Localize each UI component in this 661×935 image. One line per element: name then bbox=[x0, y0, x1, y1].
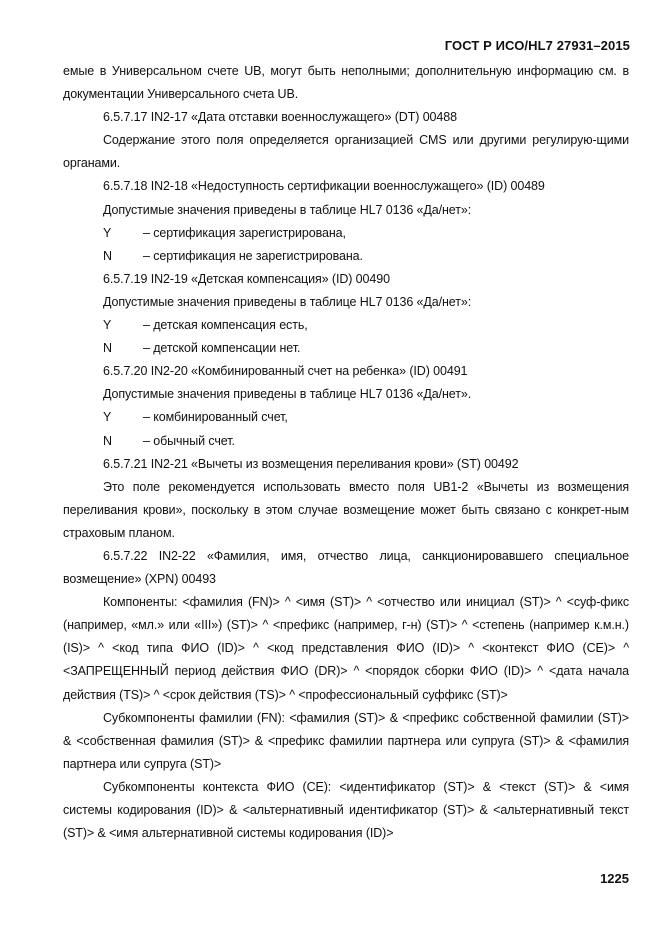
list-item bbox=[63, 337, 629, 360]
section-heading-6-5-7-21: 6.5.7.21 IN2-21 «Вычеты из возмещения переливания крови» (ST) 00492 bbox=[103, 456, 519, 471]
list-item-key: Y bbox=[103, 225, 112, 240]
list-item-text: – детской компенсации нет. bbox=[143, 341, 301, 356]
paragraph-in2-18: Допустимые значения приведены в таблице HL7 0136 «Да/нет»: bbox=[103, 202, 472, 217]
paragraph-fn-subcomponents: Субкомпоненты фамилии (FN): <фамилия (ST)> & <префикс собственной фамилии (ST)> & <собственная фамилия (ST)> & <префикс фамилии партнера или супруга (ST)> & <фамилия партнера или супруга (ST)> bbox=[63, 710, 629, 771]
list-item-key: N bbox=[103, 248, 112, 263]
list-item-text: – сертификация не зарегистрирована. bbox=[143, 248, 363, 263]
list-item bbox=[63, 430, 629, 453]
document-header: ГОСТ Р ИСО/HL7 27931–2015 bbox=[444, 38, 630, 53]
paragraph-in2-20: Допустимые значения приведены в таблице HL7 0136 «Да/нет». bbox=[103, 387, 472, 402]
list-item-text: – сертификация зарегистрирована, bbox=[143, 225, 346, 240]
list-item-key: Y bbox=[103, 318, 112, 333]
list-item-text: – комбинированный счет, bbox=[143, 410, 288, 425]
list-item-key: Y bbox=[103, 410, 112, 425]
paragraph-ce-subcomponents: Субкомпоненты контекста ФИО (CE): <идентификатор (ST)> & <текст (ST)> & <имя системы кодирования (ID)> & <альтернативный идентификатор (ST)> & <альтернативный текст (ST)> & <имя альтернативной системы кодирования (ID)> bbox=[63, 779, 629, 841]
paragraph-in2-17: Содержание этого поля определяется организацией CMS или другими регулирую-щими органами. bbox=[63, 133, 629, 171]
section-heading-6-5-7-20: 6.5.7.20 IN2-20 «Комбинированный счет на ребенка» (ID) 00491 bbox=[103, 364, 468, 379]
document-body bbox=[63, 60, 629, 845]
paragraph-in2-19: Допустимые значения приведены в таблице HL7 0136 «Да/нет»: bbox=[103, 294, 472, 309]
list-item-text: – обычный счет. bbox=[143, 433, 235, 448]
section-heading-6-5-7-19: 6.5.7.19 IN2-19 «Детская компенсация» (ID) 00490 bbox=[103, 271, 390, 286]
paragraph-components: Компоненты: <фамилия (FN)> ^ <имя (ST)> ^ <отчество или инициал (ST)> ^ <суф-фикс (например, «мл.» или «III») (ST)> ^ <префикс (например, г-н) (ST)> ^ <степень (например к.м.н.) (IS)> ^ <код типа ФИО (ID)> ^ <код представления ФИО (ID)> ^ <контекст ФИО (CE)> ^ <ЗАПРЕЩЕННЫЙ период действия ФИО (DR)> ^ <порядок сборки ФИО (ID)> ^ <дата начала действия (TS)> ^ <срок действия (TS)> ^ <профессиональный суффикс (ST)> bbox=[63, 595, 629, 702]
paragraph-in2-21: Это поле рекомендуется использовать вместо поля UB1-2 «Вычеты из возмещения переливания крови», поскольку в этом случае возмещение может быть связано с конкрет-ным страховым планом. bbox=[63, 479, 629, 540]
list-item bbox=[63, 314, 629, 337]
list-item-key: N bbox=[103, 433, 112, 448]
list-item bbox=[63, 245, 629, 268]
section-heading-6-5-7-22: 6.5.7.22 IN2-22 «Фамилия, имя, отчество лица, санкционировавшего специальное возмещение» (XPN) 00493 bbox=[63, 548, 629, 587]
list-item-text: – детская компенсация есть, bbox=[143, 318, 308, 333]
paragraph-continuation: емые в Универсальном счете UB, могут быть неполными; дополнительную информацию см. в документации Универсального счета UB. bbox=[63, 64, 629, 102]
page-number: 1225 bbox=[600, 871, 629, 886]
section-heading-6-5-7-18: 6.5.7.18 IN2-18 «Недоступность сертификации военнослужащего» (ID) 00489 bbox=[103, 179, 545, 194]
section-heading-6-5-7-17: 6.5.7.17 IN2-17 «Дата отставки военнослужащего» (DT) 00488 bbox=[103, 110, 457, 125]
list-item-key: N bbox=[103, 341, 112, 356]
list-item bbox=[63, 222, 629, 245]
list-item bbox=[63, 406, 629, 429]
